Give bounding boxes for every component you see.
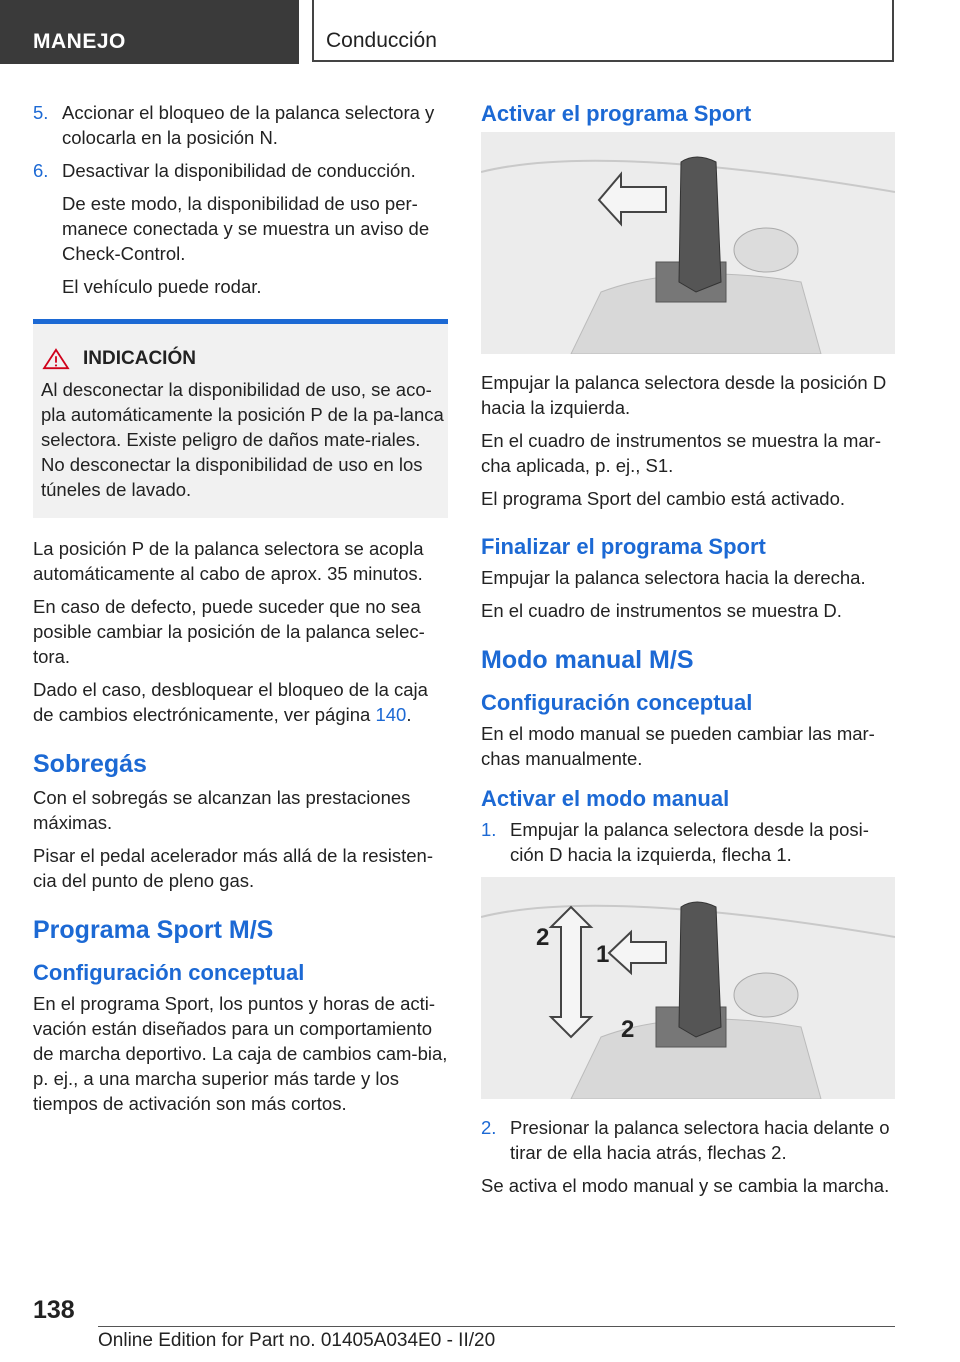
paragraph: En el cuadro de instrumentos se muestra la mar-cha aplicada, p. ej., S1. bbox=[481, 430, 881, 476]
paragraph: En el cuadro de instrumentos se muestra D. bbox=[481, 600, 842, 621]
step-number: 6. bbox=[33, 160, 49, 181]
notice-heading bbox=[41, 346, 448, 371]
arrow-label-2-top: 2 bbox=[536, 924, 550, 951]
paragraph: Con el sobregás se alcanzan las prestaciones máximas. bbox=[33, 787, 411, 833]
notice-title: INDICACIÓN bbox=[83, 348, 196, 369]
page-link[interactable]: 140 bbox=[375, 704, 407, 725]
warning-icon bbox=[41, 348, 71, 370]
chapter-label: Conducción bbox=[326, 29, 437, 52]
footer-divider bbox=[98, 1326, 895, 1327]
heading-sport: Programa Sport M/S bbox=[33, 916, 274, 944]
step-text: Desactivar la disponibilidad de conducción. bbox=[62, 160, 416, 181]
heading-sobregas: Sobregás bbox=[33, 750, 147, 778]
paragraph: Empujar la palanca selectora desde la posición D hacia la izquierda. bbox=[481, 372, 887, 418]
paragraph-text: Dado el caso, desbloquear el bloqueo de la caja de cambios electrónicamente, ver página bbox=[33, 679, 428, 725]
heading-activar-sport: Activar el programa Sport bbox=[481, 101, 752, 126]
paragraph-end: . bbox=[406, 704, 412, 725]
paragraph: La posición P de la palanca selectora se acopla automáticamente al cabo de aprox. 35 minutos. bbox=[33, 538, 424, 584]
arrow-label-2-bottom: 2 bbox=[621, 1016, 635, 1043]
left-column bbox=[33, 100, 448, 1124]
step-text: Accionar el bloqueo de la palanca selectora y colocarla en la posición N. bbox=[62, 102, 435, 148]
paragraph: Pisar el pedal acelerador más allá de la resisten-cia del punto de pleno gas. bbox=[33, 845, 434, 891]
step-5 bbox=[33, 100, 448, 150]
chapter-header bbox=[312, 0, 894, 62]
paragraph: Se activa el modo manual y se cambia la marcha. bbox=[481, 1175, 890, 1196]
manual-mode-figure bbox=[481, 877, 895, 1099]
footer-edition: Online Edition for Part no. 01405A034E0 - II/20 bbox=[98, 1330, 496, 1351]
step-1 bbox=[481, 817, 895, 867]
step-6-detail-2: El vehículo puede rodar. bbox=[62, 276, 262, 297]
step-text: Presionar la palanca selectora hacia delante o tirar de ella hacia atrás, flechas 2. bbox=[510, 1117, 890, 1163]
heading-config-2: Configuración conceptual bbox=[481, 690, 753, 715]
section-label: MANEJO bbox=[33, 30, 126, 53]
paragraph-with-link bbox=[33, 677, 448, 727]
paragraph: El programa Sport del cambio está activado. bbox=[481, 488, 846, 509]
step-6 bbox=[33, 158, 448, 183]
heading-manual: Modo manual M/S bbox=[481, 646, 694, 674]
gear-selector-figure bbox=[481, 132, 895, 354]
gear-selector-illustration bbox=[481, 132, 895, 354]
right-column bbox=[481, 100, 895, 1206]
paragraph: En caso de defecto, puede suceder que no sea posible cambiar la posición de la palanca selec-tora. bbox=[33, 596, 425, 667]
step-number: 5. bbox=[33, 102, 49, 123]
section-tab bbox=[0, 0, 299, 64]
manual-mode-illustration bbox=[481, 877, 895, 1099]
heading-finalizar: Finalizar el programa Sport bbox=[481, 534, 766, 559]
paragraph: En el modo manual se pueden cambiar las mar-chas manualmente. bbox=[481, 723, 875, 769]
step-number: 1. bbox=[481, 819, 497, 840]
paragraph: Empujar la palanca selectora hacia la derecha. bbox=[481, 567, 866, 588]
step-number: 2. bbox=[481, 1117, 497, 1138]
notice-text: Al desconectar la disponibilidad de uso, se aco-pla automáticamente la posición P de la pa-lanca selectora. Existe peligro de daños mate-riales. No desconectar la disponibilidad de uso en los túneles de lavado. bbox=[41, 379, 444, 500]
page-number: 138 bbox=[33, 1296, 75, 1324]
step-6-detail: De este modo, la disponibilidad de uso per-manece conectada y se muestra un aviso de Check-Control. bbox=[62, 193, 430, 264]
heading-activar-manual: Activar el modo manual bbox=[481, 786, 730, 811]
paragraph: En el programa Sport, los puntos y horas de acti-vación están diseñados para un comportamiento de marcha deportivo. La caja de cambios cam-bia, p. ej., a una marcha superior más tarde y los tiempos de activación son más cortos. bbox=[33, 993, 448, 1114]
heading-config: Configuración conceptual bbox=[33, 960, 305, 985]
step-2 bbox=[481, 1115, 895, 1165]
step-text: Empujar la palanca selectora desde la posi-ción D hacia la izquierda, flecha 1. bbox=[510, 819, 869, 865]
arrow-label-1: 1 bbox=[596, 941, 610, 968]
notice-box bbox=[33, 319, 448, 518]
